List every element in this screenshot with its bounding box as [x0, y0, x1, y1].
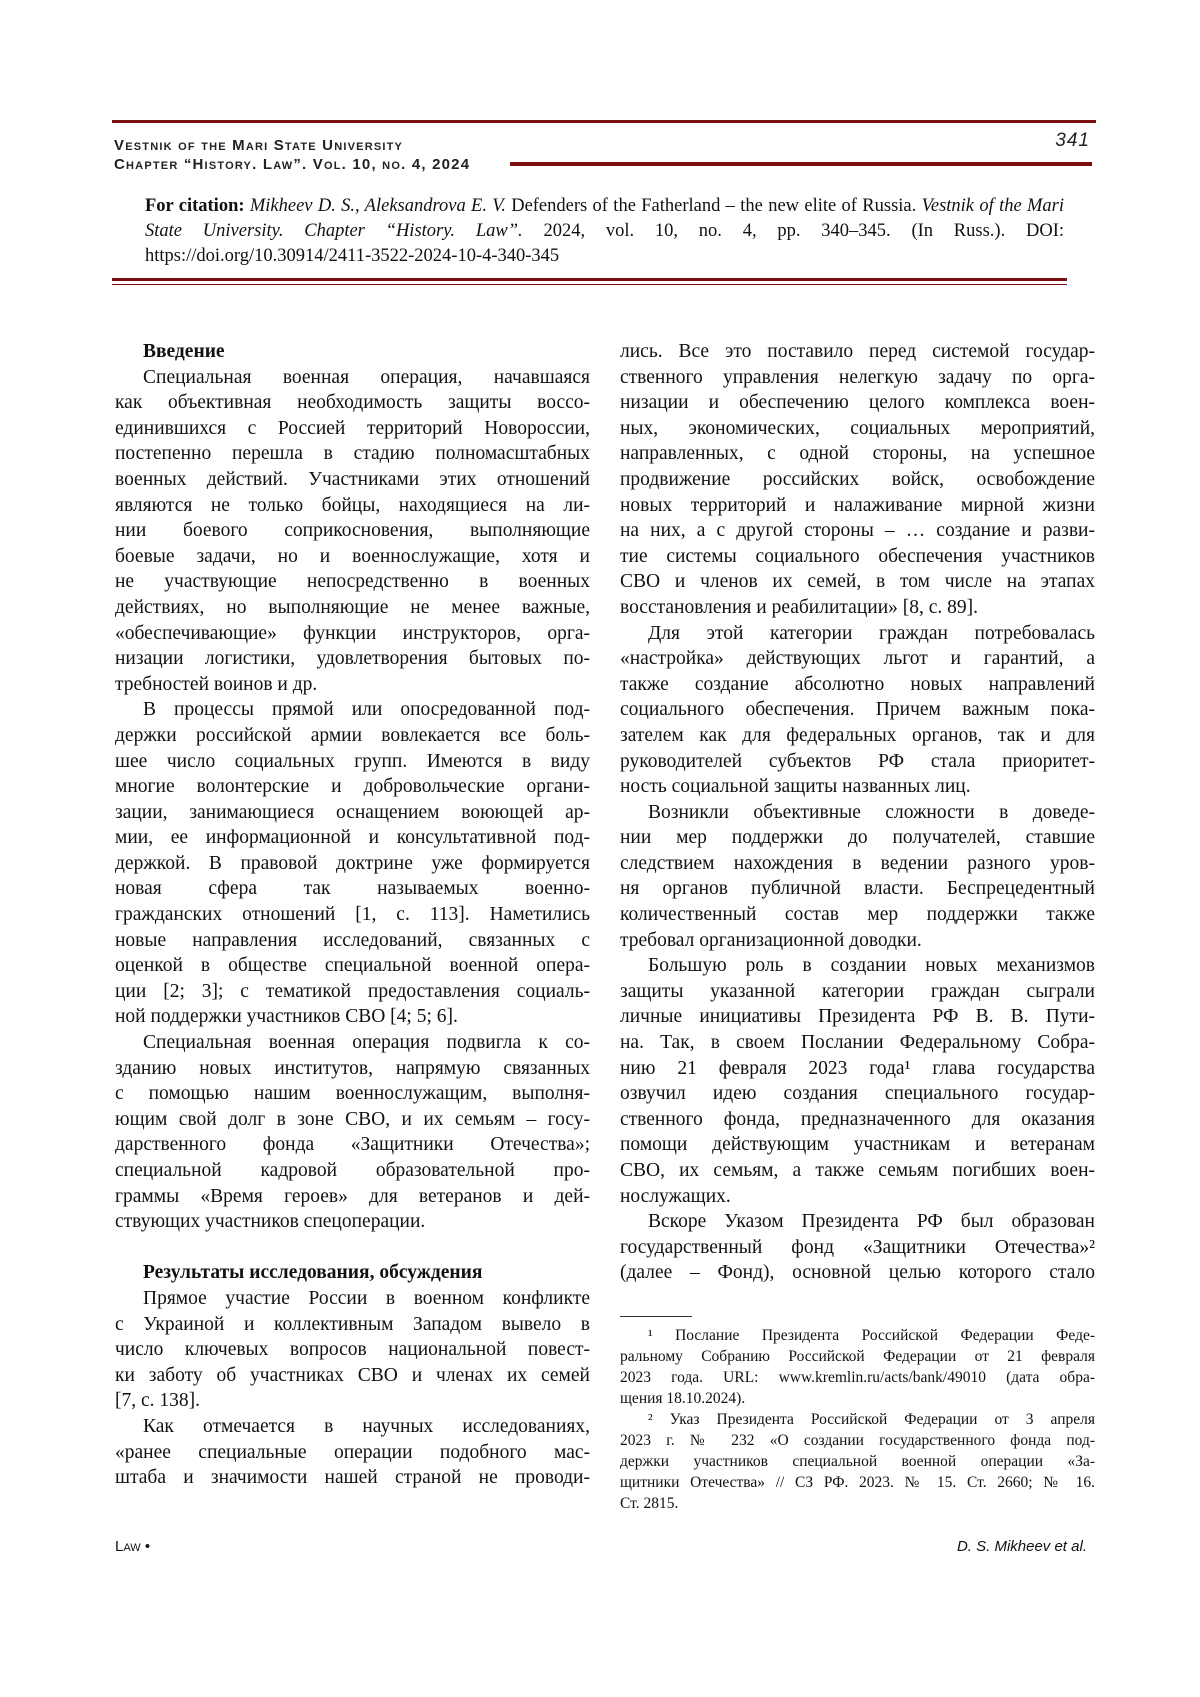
text-line: следствием нахождения в ведении разного уров- [620, 851, 1095, 877]
text-line: ность социальной защиты названных лиц. [620, 774, 1095, 800]
text-line: с Украиной и коллективным Западом вывело в [115, 1312, 590, 1338]
left-column [115, 339, 590, 1491]
text-line: дарственного фонда «Защитники Отечества»; [115, 1132, 590, 1158]
text-line: Специальная военная операция подвигла к со- [115, 1030, 590, 1056]
text-line: с помощью нашим военнослужащим, выполня- [115, 1081, 590, 1107]
text-line: нию 21 февраля 2023 года¹ глава государства [620, 1056, 1095, 1082]
text-line: ной поддержки участников СВО [4; 5; 6]. [115, 1004, 590, 1030]
text-line: боевые задачи, но и военнослужащие, хотя и [115, 544, 590, 570]
journal-chapter: Chapter “History. Law”. Vol. 10, no. 4, 2024 [114, 156, 470, 173]
right-column [620, 339, 1095, 1286]
text-line: ции [2; 3]; с тематикой предоставления социаль- [115, 979, 590, 1005]
text-line: СВО, их семьям, а также семьям погибших воен- [620, 1158, 1095, 1184]
text-line: В процессы прямой или опосредованной под- [115, 697, 590, 723]
text-line: «настройка» действующих льгот и гарантий, а [620, 646, 1095, 672]
text-line: держки российской армии вовлекается все боль- [115, 723, 590, 749]
text-line: направленных, с одной стороны, на успешное [620, 441, 1095, 467]
text-line [115, 1235, 590, 1261]
text-line: «обеспечивающие» функции инструкторов, орга- [115, 621, 590, 647]
citation-authors: Mikheev D. S., Aleksandrova E. V. [250, 196, 506, 216]
footer-authors: D. S. Mikheev et al. [957, 1538, 1087, 1555]
text-line: низации и обеспечению целого комплекса воен- [620, 390, 1095, 416]
footnote-line: ральному Собранию Российской Федерации от 21 февраля [620, 1346, 1095, 1367]
footnote-line: щитники Отечества» // СЗ РФ. 2023. № 15. Ст. 2660; № 16. [620, 1472, 1095, 1493]
section-heading: Введение [115, 339, 590, 365]
text-line: Большую роль в создании новых механизмов [620, 953, 1095, 979]
citation-details: 2024, vol. 10, no. 4, pp. 340–345. (In Russ.). DOI: https://doi.org/10.30914/2411-3522-2024-10-4-340-345 [145, 221, 1064, 266]
text-line: держкой. В правовой доктрине уже формируется [115, 851, 590, 877]
text-line: также создание абсолютно новых направлений [620, 672, 1095, 698]
text-line: мии, ее информационной и консультативной под- [115, 825, 590, 851]
text-line: не участвующие непосредственно в военных [115, 569, 590, 595]
text-line: ки заботу об участниках СВО и членах их семей [115, 1363, 590, 1389]
text-line: многие волонтерские и добровольческие органи- [115, 774, 590, 800]
header-top-rule [112, 120, 1096, 123]
journal-title: Vestnik of the Mari State University [114, 137, 403, 154]
header-side-rule [510, 162, 1092, 166]
footnote-line: ¹ Послание Президента Российской Федерации Феде- [620, 1325, 1095, 1346]
text-line: «ранее специальные операции подобного мас- [115, 1440, 590, 1466]
text-line: ственного фонда, предназначенного для оказания [620, 1107, 1095, 1133]
text-line: ствующих участников спецоперации. [115, 1209, 590, 1235]
text-line: новые направления исследований, связанных с [115, 928, 590, 954]
text-line: новых территорий и налаживание мирной жизни [620, 493, 1095, 519]
citation-rule-top [112, 278, 1067, 281]
text-line: число ключевых вопросов национальной повест- [115, 1337, 590, 1363]
section-heading: Результаты исследования, обсуждения [115, 1260, 590, 1286]
text-line: шее число социальных групп. Имеются в виду [115, 749, 590, 775]
text-line: нослужащих. [620, 1184, 1095, 1210]
footnote-line: 2023 года. URL: www.kremlin.ru/acts/bank/49010 (дата обра- [620, 1367, 1095, 1388]
text-line: Специальная военная операция, начавшаяся [115, 365, 590, 391]
text-line: продвижение российских войск, освобождение [620, 467, 1095, 493]
footnote-line: держки участников специальной военной операции «За- [620, 1451, 1095, 1472]
footnote-line: Ст. 2815. [620, 1493, 1095, 1514]
text-line: ных, экономических, социальных мероприятий, [620, 416, 1095, 442]
citation-title: Defenders of the Fatherland – the new elite of Russia. [511, 196, 916, 216]
text-line: помощи действующим участникам и ветеранам [620, 1132, 1095, 1158]
text-line: личные инициативы Президента РФ В. В. Пути- [620, 1004, 1095, 1030]
text-line: на. Так, в своем Послании Федеральному Собра- [620, 1030, 1095, 1056]
citation-journal: Vestnik of the Mari State University. Chapter “History. Law”. [145, 196, 1064, 241]
text-line: Для этой категории граждан потребовалась [620, 621, 1095, 647]
text-line: являются не только бойцы, находящиеся на ли- [115, 493, 590, 519]
footer-section: Law • [115, 1538, 150, 1555]
text-line: низации логистики, удовлетворения бытовых по- [115, 646, 590, 672]
text-line: нии мер поддержки до получателей, ставшие [620, 825, 1095, 851]
text-line: единившихся с Россией территорий Новороссии, [115, 416, 590, 442]
text-line: восстановления и реабилитации» [8, с. 89]. [620, 595, 1095, 621]
citation-label: For citation: [145, 196, 245, 216]
text-line: лись. Все это поставило перед системой государ- [620, 339, 1095, 365]
text-line: ющим свой долг в зоне СВО, и их семьям – госу- [115, 1107, 590, 1133]
page-number: 341 [1055, 130, 1090, 152]
text-line: СВО и членов их семей, в том числе на этапах [620, 569, 1095, 595]
footnote-line: щения 18.10.2024). [620, 1388, 1095, 1409]
text-line: зданию новых институтов, напрямую связанных [115, 1056, 590, 1082]
text-line: ня органов публичной власти. Беспрецедентный [620, 876, 1095, 902]
text-line: [7, с. 138]. [115, 1388, 590, 1414]
text-line: на них, а с другой стороны – … создание и разви- [620, 518, 1095, 544]
text-line: как объективная необходимость защиты воссо- [115, 390, 590, 416]
text-line: руководителей субъектов РФ стала приоритет- [620, 749, 1095, 775]
text-line: постепенно перешла в стадию полномасштабных [115, 441, 590, 467]
text-line: Возникли объективные сложности в доведе- [620, 800, 1095, 826]
footnote-separator [620, 1316, 692, 1317]
text-line: зации, занимающиеся оснащением воюющей ар- [115, 800, 590, 826]
text-line: штаба и значимости нашей страной не проводи- [115, 1465, 590, 1491]
text-line: действиях, но выполняющие не менее важные, [115, 595, 590, 621]
citation-rule-bottom [112, 284, 1067, 285]
text-line: Как отмечается в научных исследованиях, [115, 1414, 590, 1440]
text-line: оценкой в обществе специальной военной опера- [115, 953, 590, 979]
text-line: защиты указанной категории граждан сыграли [620, 979, 1095, 1005]
text-line: военных действий. Участниками этих отношений [115, 467, 590, 493]
footnote-line: 2023 г. № 232 «О создании государственного фонда под- [620, 1430, 1095, 1451]
text-line: гражданских отношений [1, с. 113]. Наметились [115, 902, 590, 928]
text-line: тие системы социального обеспечения участников [620, 544, 1095, 570]
text-line: (далее – Фонд), основной целью которого стало [620, 1260, 1095, 1286]
footnote-line: ² Указ Президента Российской Федерации от 3 апреля [620, 1409, 1095, 1430]
text-line: требностей воинов и др. [115, 672, 590, 698]
text-line: Вскоре Указом Президента РФ был образован [620, 1209, 1095, 1235]
text-line: нии боевого соприкосновения, выполняющие [115, 518, 590, 544]
footnotes [620, 1325, 1095, 1514]
text-line: специальной кадровой образовательной про- [115, 1158, 590, 1184]
text-line: социального обеспечения. Причем важным пока- [620, 697, 1095, 723]
text-line: государственный фонд «Защитники Отечества»² [620, 1235, 1095, 1261]
text-line: ственного управления нелегкую задачу по орга- [620, 365, 1095, 391]
text-line: требовал организационной доводки. [620, 928, 1095, 954]
text-line: количественный состав мер поддержки также [620, 902, 1095, 928]
citation [145, 194, 1064, 269]
text-line: зателем как для федеральных органов, так и для [620, 723, 1095, 749]
text-line: Прямое участие России в военном конфликте [115, 1286, 590, 1312]
text-line: озвучил идею создания специального государ- [620, 1081, 1095, 1107]
text-line: граммы «Время героев» для ветеранов и дей- [115, 1184, 590, 1210]
text-line: новая сфера так называемых военно- [115, 876, 590, 902]
